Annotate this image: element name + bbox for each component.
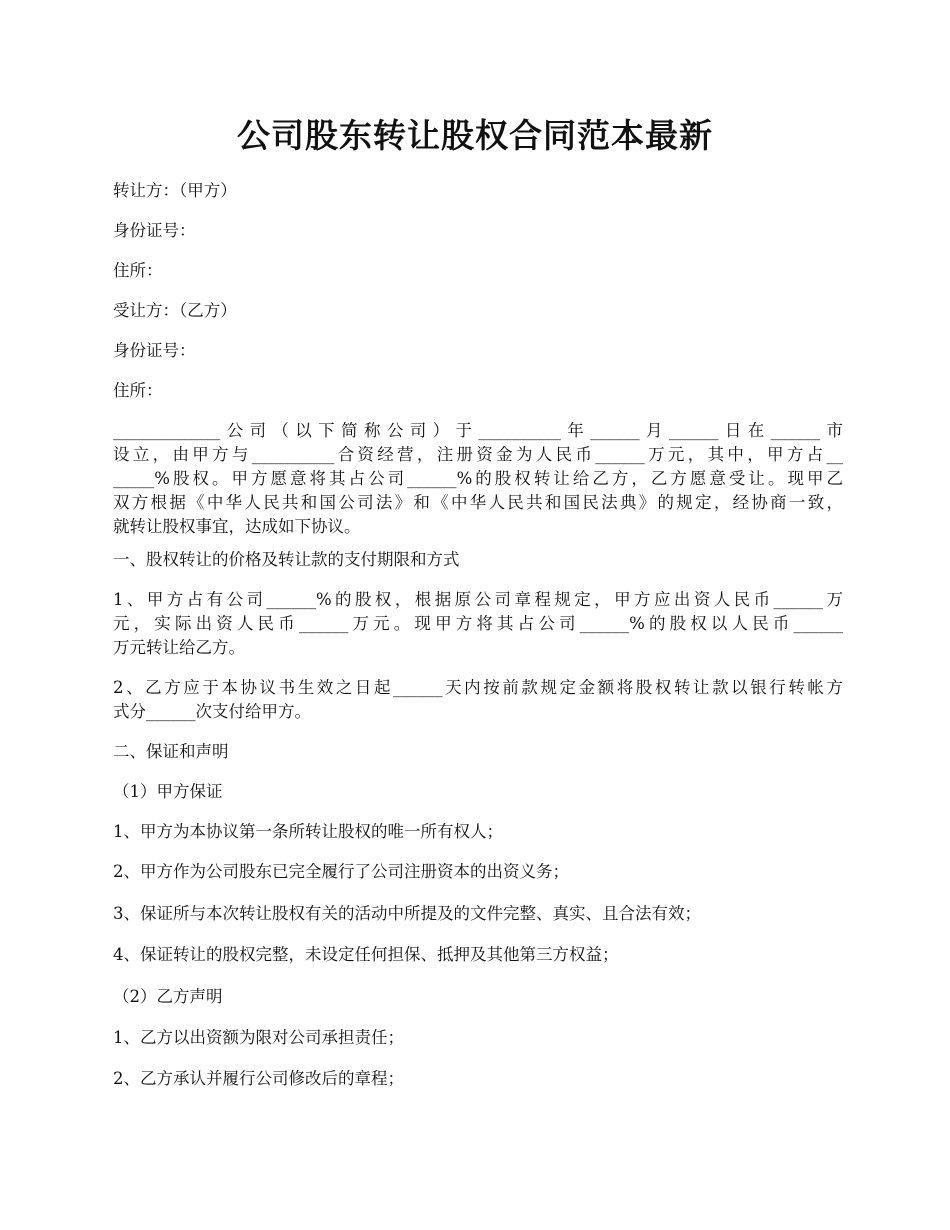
guarantee-item: 4、保证转让的股权完整，未设定任何担保、抵押及其他第三方权益； xyxy=(113,945,619,964)
section2-sub2-heading: （2）乙方声明 xyxy=(113,987,223,1006)
intro-line: 双方根据《中华人民共和国公司法》和《中华人民共和国民法典》的规定，经协商一致， xyxy=(113,493,843,512)
section1-item1-line: 万元转让给乙方。 xyxy=(113,638,245,657)
section2-heading: 二、保证和声明 xyxy=(113,742,229,761)
intro-line: _____%股权。甲方愿意将其占公司______%的股权转让给乙方，乙方愿意受让。现甲乙 xyxy=(113,469,843,488)
party-b-label: 受让方：（乙方） xyxy=(113,301,237,320)
section1-item2-line: 式分______次支付给甲方。 xyxy=(113,702,311,721)
guarantee-item: 2、甲方作为公司股东已完全履行了公司注册资本的出资义务； xyxy=(113,862,569,881)
party-b-id-label: 身份证号： xyxy=(113,341,196,360)
declaration-item: 2、乙方承认并履行公司修改后的章程； xyxy=(113,1069,404,1088)
guarantee-item: 1、甲方为本协议第一条所转让股权的唯一所有权人； xyxy=(113,822,503,841)
section1-item2-line: 2、乙方应于本协议书生效之日起______天内按前款规定金额将股权转让款以银行转帐方 xyxy=(113,678,843,697)
declaration-item: 1、乙方以出资额为限对公司承担责任； xyxy=(113,1028,404,1047)
section1-heading: 一、股权转让的价格及转让款的支付期限和方式 xyxy=(113,550,460,569)
section1-item1-line: 1、甲方占有公司______%的股权，根据原公司章程规定，甲方应出资人民币______万 xyxy=(113,590,843,609)
party-a-id-label: 身份证号： xyxy=(113,221,196,240)
section1-item1 xyxy=(113,588,843,660)
section1-item1-line: 元，实际出资人民币______万元。现甲方将其占公司______%的股权以人民币______ xyxy=(113,614,843,633)
section1-item2 xyxy=(113,676,843,724)
section2-sub1-heading: （1）甲方保证 xyxy=(113,782,223,801)
intro-line: 设立，由甲方与__________合资经营，注册资金为人民币______万元，其中，甲方占__ xyxy=(113,445,843,464)
party-a-label: 转让方：（甲方） xyxy=(113,181,237,200)
document-title: 公司股东转让股权合同范本最新 xyxy=(237,116,713,155)
party-a-address-label: 住所： xyxy=(113,261,163,280)
intro-paragraph xyxy=(113,419,843,539)
intro-line: 就转让股权事宜，达成如下协议。 xyxy=(113,517,361,536)
party-b-address-label: 住所： xyxy=(113,381,163,400)
intro-line: _____________公司（以下简称公司）于__________年______月______日在______市 xyxy=(113,421,843,440)
guarantee-item: 3、保证所与本次转让股权有关的活动中所提及的文件完整、真实、且合法有效； xyxy=(113,904,701,923)
